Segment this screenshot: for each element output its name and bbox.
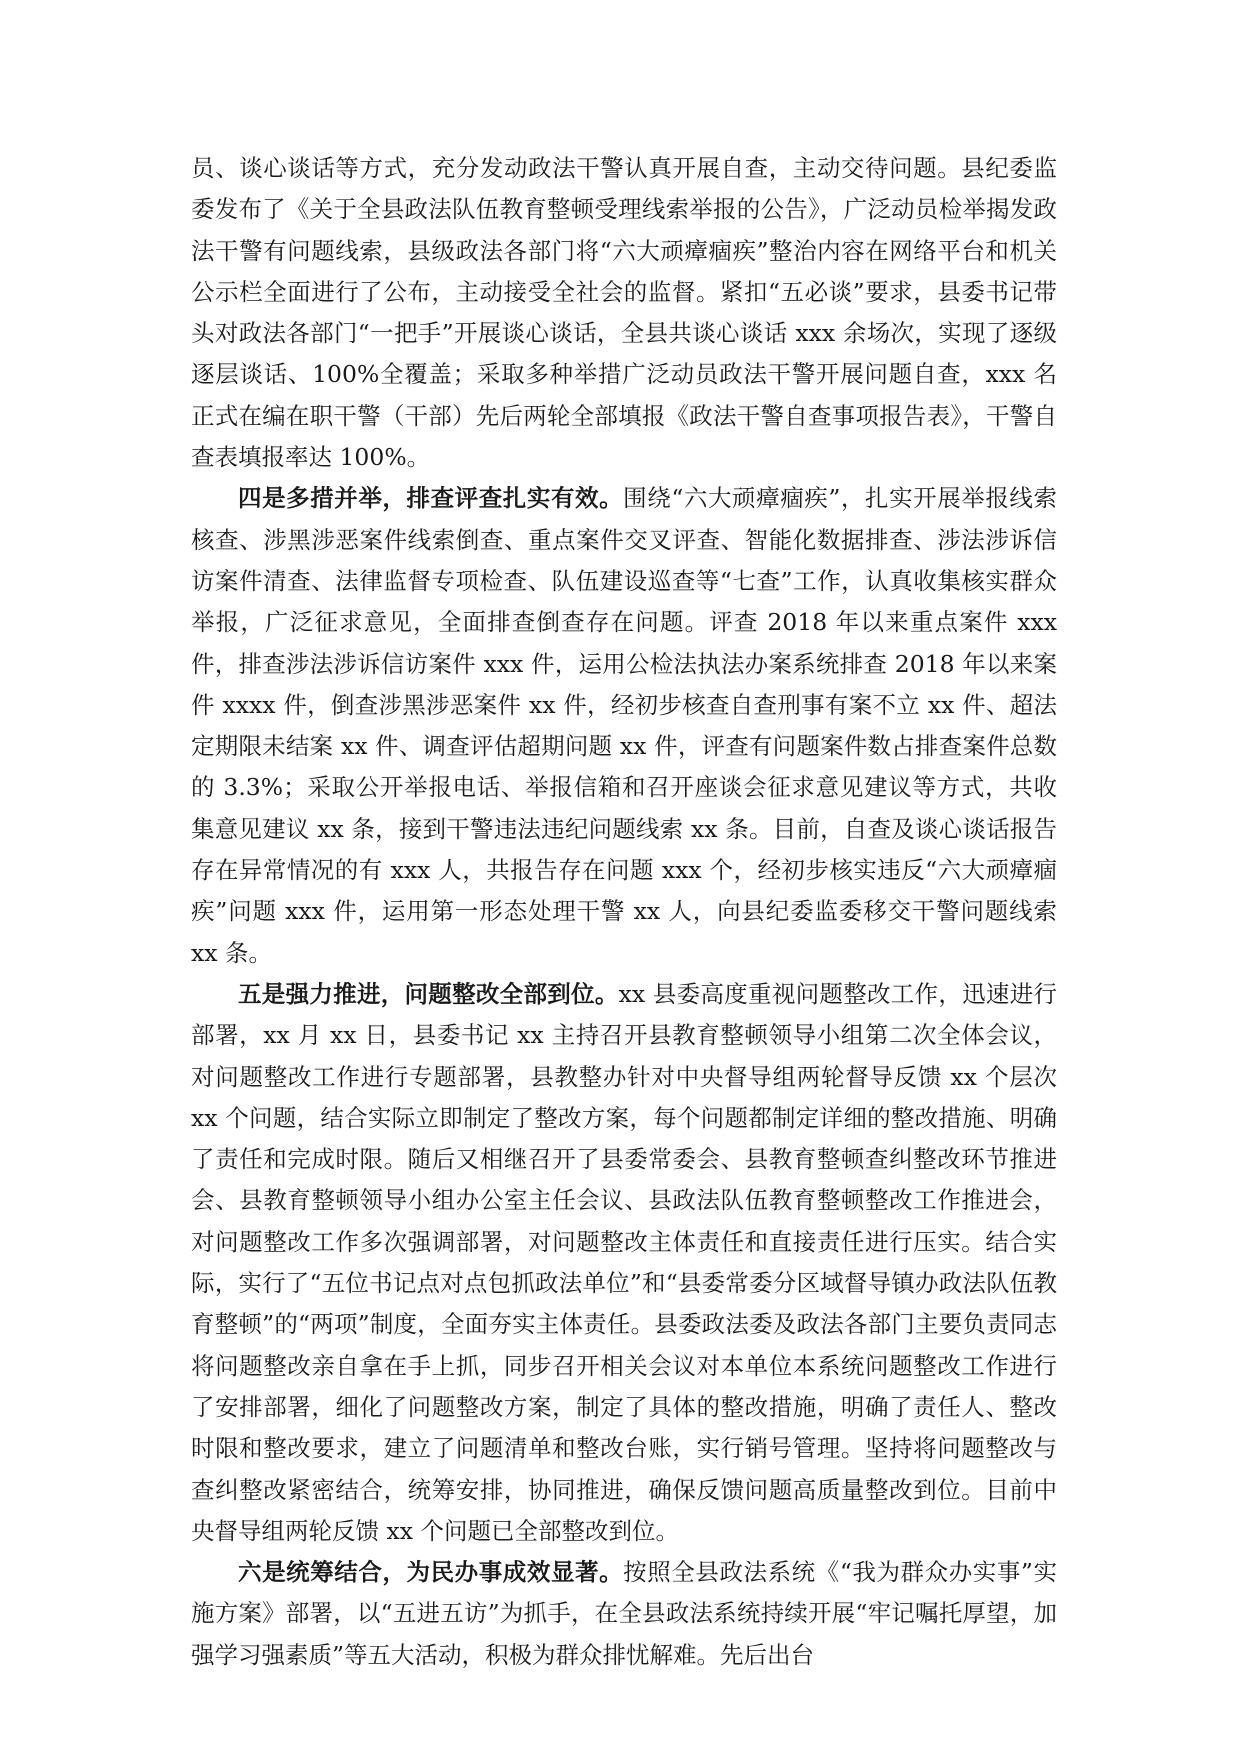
paragraph-five [191,974,1057,1552]
paragraph-six [191,1552,1057,1676]
paragraph-heading: 六是统筹结合，为民办事成效显著。 [238,1558,624,1587]
paragraph-text: 员、谈心谈话等方式，充分发动政法干警认真开展自查，主动交待问题。县纪委监委发布了《关于全县政法队伍教育整顿受理线索举报的公告》，广泛动员检举揭发政法干警有问题线索，县级政法各部门将“六大顽瘴痼疾”整治内容在网络平台和机关公示栏全面进行了公布，主动接受全社会的监督。紧扣“五必谈”要求，县委书记带头对政法各部门“一把手”开展谈心谈话，全县共谈心谈话 xxx 余场次，实现了逐级逐层谈话、100%全覆盖；采取多种举措广泛动员政法干警开展问题自查，xxx 名正式在编在职干警（干部）先后两轮全部填报《政法干警自查事项报告表》，干警自查表填报率达 100%。 [191,154,1057,472]
paragraph-text: xx 县委高度重视问题整改工作，迅速进行部署，xx 月 xx 日，县委书记 xx 主持召开县教育整顿领导小组第二次全体会议，对问题整改工作进行专题部署，县教整办针对中央督导组两轮督导反馈 xx 个层次 xx 个问题，结合实际立即制定了整改方案，每个问题都制定详细的整改措施、明确了责任和完成时限。随后又相继召开了县委常委会、县教育整顿查纠整改环节推进会、县教育整顿领导小组办公室主任会议、县政法队伍教育整顿整改工作推进会，对问题整改工作多次强调部署，对问题整改主体责任和直接责任进行压实。结合实际，实行了“五位书记点对点包抓政法单位”和“县委常委分区域督导镇办政法队伍教育整顿”的“两项”制度，全面夯实主体责任。县委政法委及政法各部门主要负责同志将问题整改亲自拿在手上抓，同步召开相关会议对本单位本系统问题整改工作进行了安排部署，细化了问题整改方案，制定了具体的整改措施，明确了责任人、整改时限和整改要求，建立了问题清单和整改台账，实行销号管理。坚持将问题整改与查纠整改紧密结合，统筹安排，协同推进，确保反馈问题高质量整改到位。目前中央督导组两轮反馈 xx 个问题已全部整改到位。 [191,979,1058,1545]
paragraph-text: 按照全县政法系统《“我为群众办实事”实施方案》部署，以“五进五访”为抓手，在全县政法系统持续开展“牢记嘱托厚望，加强学习强素质”等五大活动，积极为群众排忧解难。先后出台 [191,1558,1058,1669]
paragraph-heading: 五是强力推进，问题整改全部到位。 [238,979,619,1008]
paragraph-text: 围绕“六大顽瘴痼疾”，扎实开展举报线索核查、涉黑涉恶案件线索倒查、重点案件交叉评查、智能化数据排查、涉法涉诉信访案件清查、法律监督专项检查、队伍建设巡查等“七查”工作，认真收集核实群众举报，广泛征求意见，全面排查倒查存在问题。评查 2018 年以来重点案件 xxx 件，排查涉法涉诉信访案件 xxx 件，运用公检法执法办案系统排查 2018 年以来案件 xxxx 件，倒查涉黑涉恶案件 xx 件，经初步核查自查刑事有案不立 xx 件、超法定期限未结案 xx 件、调查评估超期问题 xx 件，评查有问题案件数占排查案件总数的 3.3%；采取公开举报电话、举报信箱和召开座谈会征求意见建议等方式，共收集意见建议 xx 条，接到干警违法违纪问题线索 xx 条。目前，自查及谈心谈话报告存在异常情况的有 xxx 人，共报告存在问题 xxx 个，经初步核实违反“六大顽瘴痼疾”问题 xxx 件，运用第一形态处理干警 xx 人，向县纪委监委移交干警问题线索 xx 条。 [191,484,1058,967]
document-page [191,148,1057,1676]
paragraph-heading: 四是多措并举，排查评查扎实有效。 [238,484,624,513]
paragraph-four [191,478,1057,974]
paragraph-continued [191,148,1057,478]
